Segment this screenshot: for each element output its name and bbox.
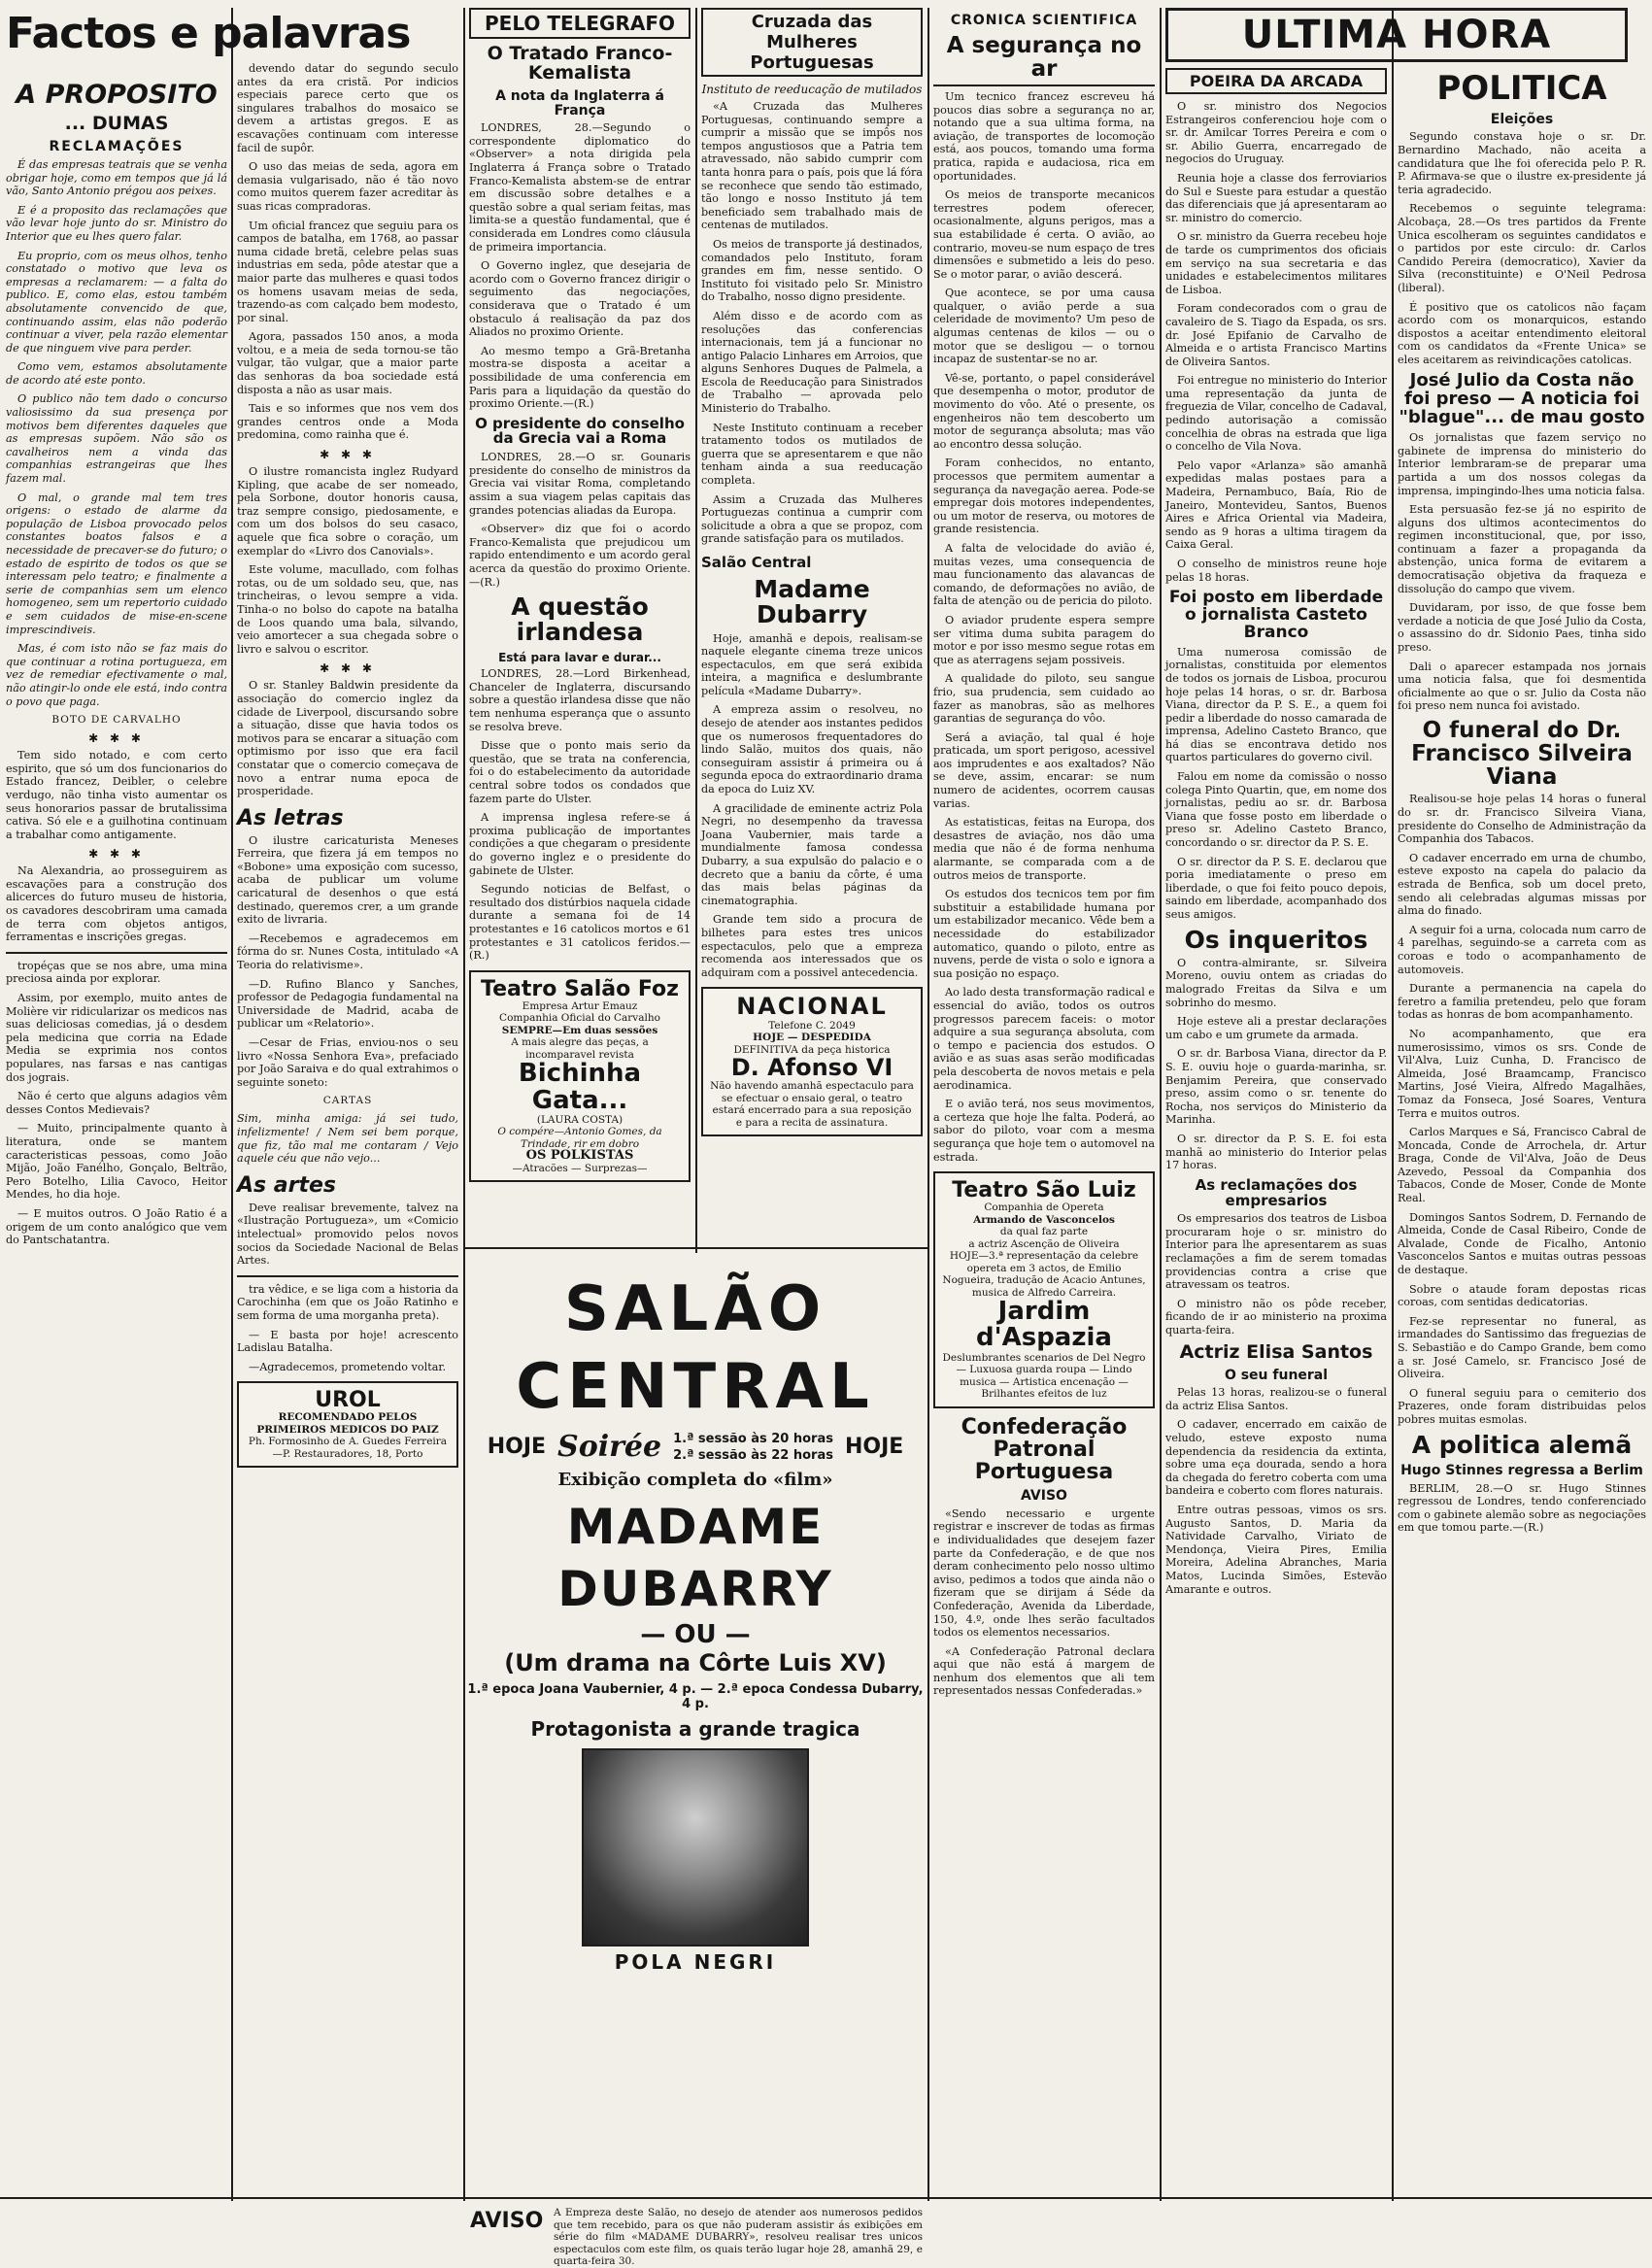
ad-star-photo xyxy=(582,1748,809,1946)
article-paragraph: A imprensa inglesa refere-se á proxima publicação de importantes condições a que chegaram o presidente do governo inglez e o presidente do gabinete de Ulster. xyxy=(469,811,691,877)
article-paragraph: — E basta por hoje! acrescento Ladislau Batalha. xyxy=(237,1328,458,1355)
column-7 xyxy=(1398,66,1646,2197)
article-paragraph: O sr. ministro da Guerra recebeu hoje de tarde os cumprimentos dos oficiais em serviço na sua secretaria e das unidades e estabelecimentos militares de Lisboa. xyxy=(1165,230,1387,296)
ad-nacional-title: NACIONAL xyxy=(736,993,888,1021)
article-paragraph: Reunia hoje a classe dos ferroviarios do Sul e Sueste para estudar a questão das diferenciais que já apresentaram ao sr. ministro do comercio. xyxy=(1165,171,1387,224)
article-paragraph: Os jornalistas que fazem serviço no gabinete de imprensa do ministerio do Interior lembraram-se de preparar uma partida a um dos nossos colegas da imprensa, impingindo-lhes uma noticia falsa. xyxy=(1398,431,1646,497)
article-subtitle: Eleições xyxy=(1490,111,1554,127)
section-kicker-artes: As artes xyxy=(237,1172,337,1198)
article-paragraph: LONDRES, 28.—Segundo o correspondente diplomatico do «Observer» a nota dirigida pela Inglaterra á França sobre o Tratado Franco-Kemalista abstem-se de entrar em discussão sobre detalhes e a questão sobre a qual seriam feitas, mas limita-se a questão fundamental, que é considerada em Londres como cláusula de primeira importancia. xyxy=(469,121,691,254)
article-paragraph: Será a aviação, tal qual é hoje praticada, um sport perigoso, acessivel aos imprudentes e aos exaltados? Não se deve, assim, encarar: se num numero de acidentes, ocorrem causas varias. xyxy=(933,730,1155,810)
article-paragraph: Não é certo que alguns adagios vêm desses Contos Medievais? xyxy=(6,1090,227,1116)
column-rule-5 xyxy=(1160,8,1162,2201)
ad-salao-central-session-row xyxy=(464,1430,927,1464)
author-signature: BOTO DE CARVALHO xyxy=(51,714,182,727)
article-paragraph: Este volume, macullado, com folhas rotas, ou de um soldado seu, que, nas trincheiras, o levou sempre a vida. Tinha-o no bolso do capote na batalha de Loos quando uma bala, silvando, veio amortecer a sua chegada sobre o livro e salvou o escritor. xyxy=(237,563,458,656)
article-paragraph: E é a proposito das reclamações que vão levar hoje junto do sr. Ministro do Interior que eu lhes quero falar. xyxy=(6,203,227,243)
article-paragraph: tra vêdice, e se liga com a historia da Carochinha (em que os João Ratinho e sem forma de uma morganha preta). xyxy=(237,1282,458,1322)
column-3 xyxy=(469,8,691,1243)
ad-saoluiz-line: Deslumbrantes scenarios de Del Negro — Luxuosa guarda roupa — Lindo musica — Artistica encenação — Brilhantes efeitos de luz xyxy=(942,1351,1146,1401)
ad-urol xyxy=(237,1381,458,1468)
article-paragraph: O uso das meias de seda, agora em demasia vulgarisado, não é tão novo como muitos querem fazer acreditar às suas ricas compradoras. xyxy=(237,160,458,213)
article-subtitle-aviso: AVISO xyxy=(1021,1488,1067,1505)
article-paragraph: O sr. director da P. S. E. foi esta manhã ao ministerio do Interior pelas 17 horas. xyxy=(1165,1132,1387,1172)
article-title-dubarry: Madame Dubarry xyxy=(754,575,870,629)
article-paragraph: A empreza assim o resolveu, no desejo de atender aos instantes pedidos que os numerosos frequentadores do lindo Salão, muitos dos quais, não conseguiram assistir á primeira ou á segunda epoca do extraordinario drama da epoca do Luiz XV. xyxy=(701,703,923,796)
ad-session-1: 1.ª sessão às 20 horas xyxy=(673,1431,833,1446)
article-paragraph: Os meios de transporte mecanicos terrestres podem oferecer, ocasionalmente, alguns perigos, mas a sua estabilidade é certa. O avião, ao contrario, moveu-se num espaço de tres dimensões e submetido a leis do peso. Se o motor parar, o avião descerá. xyxy=(933,188,1155,281)
article-paragraph: O sr. director da P. S. E. declarou que poria imediatamente o preso em liberdade, o que foi feito pouco depois, saindo em liberdade, acompanhado dos seus amigos. xyxy=(1165,855,1387,921)
column-2 xyxy=(237,62,458,2197)
article-paragraph: tropéças que se nos abre, uma mina preciosa ainda por explorar. xyxy=(6,959,227,986)
article-paragraph: Um oficial francez que seguiu para os campos de batalha, em 1768, ao passar numa cidade bretã, celebre pelas suas industrias em seda, pôde atestar que a maior parte das mulheres e quasi todos os homens usavam meias de seda, trazendo-as com calçado bem modesto, por sinal. xyxy=(237,219,458,324)
column-rule-3 xyxy=(695,8,697,1253)
article-paragraph: Hoje, amanhã e depois, realisam-se naquele elegante cinema treze unicos espectaculos, em que será exibida inteira, a magnifica e deslumbrante película «Madame Dubarry». xyxy=(701,631,923,697)
article-paragraph: Os estudos dos tecnicos tem por fim substituir a estabilidade humana por um estabilizador mecanico. Vêde bem a necessidade do estabilizador automatico, quando o piloto, entre as nuvens, perde de vista o solo e ignora a sua posição no espaço. xyxy=(933,888,1155,980)
article-paragraph: Ao lado desta transformação radical e essencial do avião, todos os outros progressos parecem faceis: o motor adquire a sua segurança absoluta, com o tempo e paciencia dos estudos. O avião e as suas asas serão modificadas pela descoberta de novos metais e pela aerodinamica. xyxy=(933,986,1155,1092)
section-masthead-cronica: CRONICA SCIENTIFICA xyxy=(950,13,1138,28)
article-paragraph: Eu proprio, com os meus olhos, tenho constatado o motivo que leva os empresas a reclamarem: — a falta do publico. E, como elas, estou também absolutamente convencido de que, continuando assim, elas não poderão continuar a viver, pela razão elementar de que ninguem vive para perder. xyxy=(6,249,227,355)
article-paragraph: Segundo constava hoje o sr. Dr. Bernardino Machado, não aceita a candidatura que lhe foi oferecida pelo P. R. P. Afirmava-se que o ilustre ex-presidente já teria agradecido. xyxy=(1398,130,1646,196)
ad-nacional-line: DEFINITIVA da peça historica xyxy=(733,1043,891,1056)
article-paragraph: A qualidade do piloto, seu sangue frio, sua prudencia, sem cuidado ao fazer as manobras, são as melhores garantias de segurança do vôo. xyxy=(933,672,1155,726)
article-title-grecia: O presidente do conselho da Grecia vai a Roma xyxy=(475,414,685,448)
article-subtitle: Hugo Stinnes regressa a Berlim xyxy=(1400,1462,1643,1478)
article-paragraph: Dali o aparecer estampada nos jornais uma noticia falsa, que foi desmentida oficialmente ao que o sr. Julio da Costa não foi preso nem nunca foi avistado. xyxy=(1398,660,1646,713)
ad-sessions xyxy=(673,1431,833,1464)
article-paragraph: O ilustre romancista inglez Rudyard Kipling, que acabe de ser nomeado, pela Sorbone, doutor honoris causa, traz sempre consigo, piedosamente, e com um dos bolsos do seu casaco, aquele que fica sobre o coração, um exemplar do «Livro dos Canovials». xyxy=(237,465,458,558)
article-paragraph: — E muitos outros. O João Ratio é a origem de um conto analógico que vem do Pantschatantra. xyxy=(6,1206,227,1247)
poem-title: CARTAS xyxy=(322,1095,373,1107)
article-paragraph: O sr. Stanley Baldwin presidente da associação do comercio inglez da cidade de Liverpool, discursando sobre a situação, disse que havia todos os motivos para se encarar a situação com optimismo por isso que era facil constatar que o comercio começava de novo a entrar numa epoca de prosperidade. xyxy=(237,679,458,798)
article-subtitle: A nota da Inglaterra á França xyxy=(495,87,664,118)
poem-text: Sim, minha amiga: já sei tudo, infelizmente! / Nem sei bem porque, que fiz, tão mal me contaram / Vejo aquele céu que não vejo... xyxy=(237,1112,458,1166)
article-paragraph: Assim a Cruzada das Mulheres Portuguezas continua a cumprir com solicitude a obra a que se propoz, com grande satisfação para os mutilados. xyxy=(701,492,923,546)
article-title-politica: POLITICA xyxy=(1436,69,1607,108)
article-paragraph: Além disso e de acordo com as resoluções das conferencias internacionais, tem já a funcionar no antigo Palacio Linhares em Arroios, que alguns Senhores Duques de Palmela, a Escola de Reeducação para Sinistrados de Trabalho — aprovada pelo Ministerio do Trabalho. xyxy=(701,309,923,416)
ad-foz-line: A mais alegre das peças, a incomparavel revista xyxy=(511,1036,649,1061)
article-paragraph: O funeral seguiu para o cemiterio dos Prazeres, onde foram distribuidas pelos pobres muitas esmolas. xyxy=(1398,1386,1646,1426)
article-paragraph: Sobre o ataude foram depostas ricas coroas, com sentidas dedicatorias. xyxy=(1398,1282,1646,1309)
separator-stars: ✱ ✱ ✱ xyxy=(320,661,376,676)
article-paragraph: Hoje esteve ali a prestar declarações um cabo e um grumete da armada. xyxy=(1165,1015,1387,1041)
article-paragraph: E o avião terá, nos seus movimentos, a certeza que hoje lhe falta. Poderá, ao sabor do piloto, voar com a mesma segurança que hoje tem o automovel na estrada. xyxy=(933,1098,1155,1164)
ad-protagonist: Protagonista a grande tragica xyxy=(530,1717,860,1741)
article-paragraph: O contra-almirante, sr. Silveira Moreno, ouviu ontem as criadas do malogrado Freitas da Silva e um sobrinho do mesmo. xyxy=(1165,956,1387,1009)
article-paragraph: O sr. ministro dos Negocios Estrangeiros conferenciou hoje com o sr. dr. Amilcar Torres Pereira e com o sr. Abilio Guerra, encarregado de negocios do Uruguay. xyxy=(1165,100,1387,166)
article-title-politica-alema: A politica alemã xyxy=(1411,1430,1633,1459)
article-paragraph: O aviador prudente espera sempre ser vitima duma subita paragem do motor e por isso mesmo segue rotas em que as aterragens sejam possiveis. xyxy=(933,613,1155,666)
article-kicker-salao-central: Salão Central xyxy=(701,554,812,571)
article-title-elisa-santos: Actriz Elisa Santos xyxy=(1179,1340,1373,1363)
section-title-a-proposito: A PROPOSITO xyxy=(16,80,218,110)
ad-urol-text: RECOMENDADO PELOS PRIMEIROS MEDICOS DO PAIZ xyxy=(256,1411,439,1436)
ad-foz-line: —Atracões — Surprezas— xyxy=(512,1162,648,1174)
article-paragraph: O sr. dr. Barbosa Viana, director da P. S. E. ouviu hoje o guarda-marinha, sr. Benjamim Pereira, que conservado preso, assim como o sr. tenente do Rocha, nos serviços do Ministerio da Marinha. xyxy=(1165,1047,1387,1127)
ad-film-title: MADAME DUBARRY xyxy=(557,1499,833,1617)
ad-nacional-line: Não havendo amanhã espectaculo para se efectuar o ensaio geral, o teatro estará encerrado para a sua reposição e para a recita de assinatura. xyxy=(710,1080,914,1129)
column-4 xyxy=(701,8,923,1243)
section-poeira-arcada: POEIRA DA ARCADA xyxy=(1165,68,1387,94)
article-paragraph: O publico não tem dado o concurso valiosissimo da sua presença por motivos bem diferentes daqueles que as empresas supõem. Não são os cavalheiros nem a vinda das companhias estrangeiras que lhes fazem mal. xyxy=(6,392,227,486)
article-paragraph: Segundo noticias de Belfast, o resultado dos distúrbios naquela cidade durante a semana foi de 14 protestantes e 16 catolicos mortos e 61 protestantes e 31 catolicos feridos.—(R.) xyxy=(469,883,691,963)
article-paragraph: Mas, é com isto não se faz mais do que continuar a rotina portugueza, em vez de remediar efectivamente o mal, não atingir-lo onde ele está, indo contra o povo que paga. xyxy=(6,642,227,708)
article-paragraph: O conselho de ministros reune hoje pelas 18 horas. xyxy=(1165,558,1387,584)
article-paragraph: «Sendo necessario e urgente registrar e inscrever de todas as firmas e individualidades que desejem fazer parte da Confederação, e de que nos deram conhecimento pelo nosso ultimo aviso, pedimos a todos que ainda não o fizeram que se dirijam á Séde da Confederação, Avenida da Liberdade, 150, 4.º, onde lhes serão facultados todos os elementos necessarios. xyxy=(933,1506,1155,1640)
aviso-text: A Empreza deste Salão, no desejo de atender aos numerosos pedidos que tem recebido, para os que não puderam assistir ás exibições em série do film «MADAME DUBARRY», resolveu realisar tres unicos espectaculos com este film, os quais terão lugar hoje 28, amanhã 29, e quarta-feira 30. xyxy=(554,2207,923,2267)
article-paragraph: BERLIM, 28.—O sr. Hugo Stinnes regressou de Londres, tendo conferenciado com o gabinete alemão sobre as negociações em que tomou parte.—(R.) xyxy=(1398,1481,1646,1535)
article-paragraph: Falou em nome da comissão o nosso colega Pinto Quartin, que, em nome dos jornalistas, pediu ao sr. dr. Barbosa Viana que fosse posto em liberdade o preso sr. Adelino Casteto Branco, concordando o sr. director da P. S. E. xyxy=(1165,770,1387,850)
column-rule-4 xyxy=(927,8,929,2201)
ad-saoluiz-line: HOJE—3.ª representação da celebre opereta em 3 actos, de Emilio Nogueira, tradução de Acacio Antunes, musica de Alfredo Carreira. xyxy=(942,1250,1146,1299)
article-title-seguranca: A segurança no ar xyxy=(933,34,1155,86)
article-paragraph: Durante a permanencia na capela do feretro a familia pretendeu, pelo que foram todas as honras de bom acompanhamento. xyxy=(1398,982,1646,1022)
article-title-empresarios: As reclamações dos empresarios xyxy=(1195,1175,1358,1209)
ad-ou: — OU — xyxy=(640,1620,751,1649)
separator-stars: ✱ ✱ ✱ xyxy=(88,731,145,746)
article-subtitle: Está para lavar e durar... xyxy=(498,650,661,664)
ad-foz-cast: (LAURA COSTA) xyxy=(536,1113,624,1126)
ad-urol-address: Ph. Formosinho de A. Guedes Ferreira—P. Restauradores, 18, Porto xyxy=(248,1436,448,1460)
article-title-irlandesa: A questão irlandesa xyxy=(511,592,649,647)
article-paragraph: Ao mesmo tempo a Grã-Bretanha mostra-se disposta a aceitar a possibilidade de uma conferencia em Paris para a liquidação da questão do proximo Oriente.—(R.) xyxy=(469,344,691,411)
ad-nacional-line: Telefone C. 2049 xyxy=(768,1019,856,1032)
ad-nacional xyxy=(701,987,923,1136)
separator-stars: ✱ ✱ ✱ xyxy=(320,448,376,462)
ad-hoje-right: HOJE xyxy=(844,1435,904,1459)
ad-saoluiz-line: a actriz Ascenção de Oliveira xyxy=(968,1237,1120,1250)
separator-stars: ✱ ✱ ✱ xyxy=(88,847,145,862)
section-kicker-letras: As letras xyxy=(237,805,344,830)
article-paragraph: As estatisticas, feitas na Europa, dos desastres de aviação, nos dão uma media que não é de forma nenhuma alarmante, se comparada com a de outros meios de transporte. xyxy=(933,816,1155,882)
article-paragraph: Pelas 13 horas, realizou-se o funeral da actriz Elisa Santos. xyxy=(1165,1386,1387,1412)
column-rule-1 xyxy=(231,8,233,2201)
article-title-funeral-viana: O funeral do Dr. Francisco Silveira Viana xyxy=(1411,718,1633,791)
article-paragraph: Foram condecorados com o grau de cavaleiro de S. Tiago da Espada, os srs. dr. José Epifanio de Carvalho de Almeida e o artista Francisco Martins de Oliveira Santos. xyxy=(1165,302,1387,368)
article-paragraph: Vê-se, portanto, o papel considerável que desempenha o motor, produtor de movimento do vôo. Até o presente, os engenheiros não tem descoberto um motor de segurança absoluta; mas vão ao encontro dessa solução. xyxy=(933,371,1155,451)
ad-teatro-sao-luiz xyxy=(933,1171,1155,1408)
article-paragraph: Entre outras pessoas, vimos os srs. Augusto Santos, D. Maria da Natividade Carvalho, Viriato de Mendonça, Vieira Pires, Emilia Moreira, Adelina Abranches, Maria Matos, Lucinda Simões, Estevão Amarante e outros. xyxy=(1165,1503,1387,1596)
ad-soiree: Soirée xyxy=(557,1430,662,1464)
article-title-tratado: O Tratado Franco-Kemalista xyxy=(487,43,673,84)
article-paragraph: Agora, passados 150 anos, a moda voltou, e a meia de seda tornou-se tão vulgar, tão vulgar, que a maior parte das senhoras da boa sociedade está disposta a não as usar mais. xyxy=(237,330,458,396)
article-paragraph: —D. Rufino Blanco y Sanches, professor de Pedagogia fundamental na Universidade de Madrid, acaba de publicar um «Relatorio». xyxy=(237,977,458,1031)
article-paragraph: Uma numerosa comissão de jornalistas, constituida por elementos de todos os jornais de Lisboa, procurou hoje pelas 14 horas, o sr. dr. Barbosa Viana, director da P. S. E., a quem foi pedir a liberdade do nosso camarada de imprensa, Adelino Casteto Branco, que há dias se encontrava detido nos quartos particulares do governo civil. xyxy=(1165,645,1387,764)
ad-urol-title: UROL xyxy=(315,1388,381,1413)
ad-foz-title: Teatro Salão Foz xyxy=(481,976,679,1001)
article-paragraph: A falta de velocidade do avião é, muitas vezes, uma consequencia de mau funcionamento das alavancas de comando, de deformações no avião, de falta de atenção ou de pericia do piloto. xyxy=(933,541,1155,608)
ad-nacional-show: D. Afonso VI xyxy=(730,1054,893,1082)
aviso-label: AVISO xyxy=(470,2209,544,2233)
ad-nacional-line: HOJE — DESPEDIDA xyxy=(753,1032,871,1044)
article-paragraph: O ilustre caricaturista Meneses Ferreira, que fizera já em tempos no «Bobone» uma exposição com sucesso, acaba de publicar um volume caricatural de desenhos o que está destinado, queremos crer, a um grande exito de livraria. xyxy=(237,833,458,927)
article-paragraph: Assim, por exemplo, muito antes de Molière vir ridicularizar os medicos nas suas deliciosas comedias, já o desdem pela medicina que corria na Edade Media se exprimia nos contos populares, nas farsas e nas cantigas dos jograis. xyxy=(6,992,227,1084)
ad-foz-line: O compére—Antonio Gomes, da Trindade, rir em dobro xyxy=(497,1126,662,1150)
article-title-confederacao: Confederação Patronal Portuguesa xyxy=(961,1414,1128,1484)
article-paragraph: Foram conhecidos, no entanto, processos que permitem aumentar a segurança da navegação aerea. Pode-se empregar dois motores independentes, ou um motor de reserva, ou motores de grande resistencia. xyxy=(933,457,1155,536)
article-paragraph: Fez-se representar no funeral, as irmandades do Santissimo das freguezias de S. Sebastião e do Campo Grande, bem como a sr. José Camelo, sr. Francisco José de Oliveira. xyxy=(1398,1314,1646,1381)
ad-foz-line: Companhia Oficial do Carvalho xyxy=(499,1012,660,1025)
article-paragraph: Deve realisar brevemente, talvez na «Ilustração Portugueza», um «Comicio intelectual» promovido pelos novos socios da Sociedade Nacional de Belas Artes. xyxy=(237,1201,458,1268)
article-title-reclamacoes: RECLAMAÇÕES xyxy=(49,139,185,155)
article-paragraph: É das empresas teatrais que se venha obrigar hoje, como em tempos que já lá vão, Santo Antonio prégou aos peixes. xyxy=(6,157,227,198)
article-title-dumas: ... DUMAS xyxy=(64,113,169,135)
ad-salao-central-title: SALÃO CENTRAL xyxy=(516,1273,875,1423)
article-paragraph: Grande tem sido a procura de bilhetes para estes tres unicos espectaculos, pelo que a empreza recomenda aos interessados que os adquiram com a possivel antecedencia. xyxy=(701,913,923,979)
article-paragraph: «A Cruzada das Mulheres Portuguesas, continuando sempre a cumprir a missão que se impôs nos tempos angustiosos que a Patria tem atravessado, não sabido cumprir com tanta honra para o país, pois que lá fóra se reconhece que sendo tão estimado, tão longo e nosso Instituto já tem beneficiado sem trabalhado mais de centenas de mutilados. xyxy=(701,100,923,232)
article-paragraph: O cadaver, encerrado em caixão de veludo, esteve exposto numa dependencia da residencia da extinta, sobre uma eça dourada, sendo a hora da chegada do feretro coberta com uma bandeira e coberto com flores naturais. xyxy=(1165,1418,1387,1498)
ad-salao-central xyxy=(464,1253,927,2258)
article-subtitle: Instituto de reeducação de mutilados xyxy=(701,83,923,96)
article-paragraph: O ministro não os pôde receber, ficando de ir ao ministerio na proxima quarta-feira. xyxy=(1165,1297,1387,1337)
article-paragraph: Que acontece, se por uma causa qualquer, o avião perde a sua celeridade de movimento? Um peso de algumas centenas de kilos — ou o motor que se desligou — o tornou incapaz de sustentar-se no ar. xyxy=(933,287,1155,366)
article-paragraph: Neste Instituto continuam a receber tratamento todos os mutilados de guerra que se apresentarem e que não tenham ainda a sua reeducação completa. xyxy=(701,421,923,488)
ad-epoca: 1.ª epoca Joana Vaubernier, 4 p. — 2.ª epoca Condessa Dubarry, 4 p. xyxy=(467,1682,924,1711)
article-paragraph: —Recebemos e agradecemos em fórma do sr. Nunes Costa, intitulado «A Teoria do relativisme». xyxy=(237,931,458,972)
article-paragraph: No acompanhamento, que era numerosissimo, vimos os srs. Conde de Vil'Alva, Luiz Cunha, D. Francisco de Almeida, José Braamcamp, Francisco Martins, José Vieira, Alfredo Magalhães, Tomaz da Fonseca, José Soares, Ventura Terra e muitos outros. xyxy=(1398,1027,1646,1120)
article-paragraph: Esta persuasão fez-se já no espirito de alguns dos ultimos acontecimentos do regimen inconstitucional, que, por isso, continuam a fazer a propaganda da abstenção, unica forma de evitarem a democratisação objetiva da fraqueza e dissolução do campo que vivem. xyxy=(1398,503,1646,595)
ad-foz-line: Empresa Artur Emauz xyxy=(522,999,638,1012)
article-paragraph: Realisou-se hoje pelas 14 horas o funeral do sr. dr. Francisco Silveira Viana, presidente do Conselho de Administração da Companhia dos Tabacos. xyxy=(1398,793,1646,846)
column-rule-6 xyxy=(1392,8,1394,2201)
article-paragraph: Duvidaram, por isso, de que fosse bem verdade a noticia de que José Julio da Costa, o assassino do dr. Sidonio Paes, tinha sido preso. xyxy=(1398,601,1646,655)
article-title-jose-julio: José Julio da Costa não foi preso — A noticia foi "blague"... de mau gosto xyxy=(1399,370,1645,428)
article-paragraph: LONDRES, 28.—O sr. Gounaris presidente do conselho de ministros da Grecia vai visitar Roma, completando assim a sua viagem pelas capitais das grandes potencias aliadas da Europa. xyxy=(469,451,691,517)
article-paragraph: O cadaver encerrado em urna de chumbo, esteve exposto na capela do palacio da estrada de Benfica, sob um docel preto, sendo ali celebradas algumas missas por alma do finado. xyxy=(1398,851,1646,918)
ad-alt-title: (Um drama na Côrte Luis XV) xyxy=(504,1649,887,1676)
section-masthead-factos: Factos e palavras xyxy=(6,9,411,58)
article-paragraph: Pelo vapor «Arlanza» são amanhã expedidas malas postaes para a Madeira, Pernambuco, Baía, Rio de Janeiro, Montevideu, Santos, Buenos Aires e Africa Oriental via Madeira, sendo as 9 horas a ultima tiragem da Caixa Geral. xyxy=(1165,458,1387,552)
article-paragraph: LONDRES, 28.—Lord Birkenhead, Chanceler de Inglaterra, discursando sobre a questão irlandesa disse que não tem nenhuma esperança que o assunto se resolva breve. xyxy=(469,667,691,733)
article-title-inqueritos: Os inqueritos xyxy=(1184,925,1368,954)
article-paragraph: Na Alexandria, ao prosseguirem as escavações para a construção dos alicerces do futuro museu de historia, os cavadores descobriram uma camada de terra com objetos antigos, ferramentas e inscrições gregas. xyxy=(6,864,227,944)
column-5 xyxy=(933,8,1155,2197)
article-title-casteto-branco: Foi posto em liberdade o jornalista Casteto Branco xyxy=(1168,588,1384,642)
article-paragraph: Um tecnico francez escreveu há poucos dias sobre a segurança no ar, notando que a sua ultima forma, na aviação, de transportes de locomoção está, aos poucos, tomando uma forma pratica, rapida e audaciosa, rica em oportunidades. xyxy=(933,89,1155,183)
article-paragraph: — Muito, principalmente quanto à literatura, onde se mantem caracteristicas pessoas, como João Mijão, João Fanélho, Gonçalo, Beltrão, Pero Botelho, Lilia Cavoco, Heitor Mendes, ho dia hoje. xyxy=(6,1122,227,1202)
ad-saoluiz-title: Teatro São Luiz xyxy=(952,1178,1136,1203)
article-paragraph: É positivo que os catolicos não façam acordo com os monarquicos, estando dispostos a aceitar entendimento eleitoral com os candidatos da «Frente Unica» se eles aceitarem as reivindicações catolicas. xyxy=(1398,300,1646,366)
bottom-aviso-strip xyxy=(0,2203,1652,2267)
article-paragraph: Foi entregue no ministerio do Interior uma representação da junta de freguezia de Vilar, concelho de Cadaval, pedindo autorisação a comissão concelhia de obras na estrada que liga o concelho de Vila Nova. xyxy=(1165,374,1387,454)
article-paragraph: «A Confederação Patronal declara aqui que não está á margem de nenhum dos elementos que ali tem representados nessas Confederadas.» xyxy=(933,1644,1155,1698)
article-paragraph: Disse que o ponto mais serio da questão, que se trata na conferencia, foi o do estabelecimento da autoridade central sobre todos os condados que fazem parte do Ulster. xyxy=(469,739,691,805)
article-paragraph: O mal, o grande mal tem tres origens: o estado de alarme da população de Lisboa provocado pelos constantes boatos falsos e a necessidade de precaver-se do futuro; o estado de espirito de todos os que se interessam pelo teatro; e finalmente a serie de companhias sem um elenco homogeneo, sem um repertorio cuidado e sem cuidados de mise-en-scene imprescindiveis. xyxy=(6,491,227,636)
article-paragraph: —Cesar de Frias, enviou-nos o seu livro «Nossa Senhora Eva», prefaciado por João Saraiva e do qual extrahimos o seguinte soneto: xyxy=(237,1036,458,1089)
article-paragraph: Os meios de transporte já destinados, comandados pelo Instituto, foram grandes em fim, nesse sentido. O Instituto foi visitado pelo Sr. Ministro do Trabalho, nosso digno presidente. xyxy=(701,237,923,304)
article-paragraph: O Governo inglez, que desejaria de acordo com o Governo francez dirigir o seguimento das negociações, considerava que o Tratado é um obstaculo á realisação da paz dos Aliados no proximo Oriente. xyxy=(469,259,691,339)
article-paragraph: Domingos Santos Sodrem, D. Fernando de Almeida, Conde de Casal Ribeiro, Conde de Alvalade, Conde de Ficalho, Antonio Vasconcelos Santos e muitas outras pessoas de destaque. xyxy=(1398,1210,1646,1277)
article-paragraph: Os empresarios dos teatros de Lisboa procuraram hoje o sr. ministro do Interior para lhe apresentarem as suas reclamações a fim de serem tomadas providencias contra a crise que atravessam os teatros. xyxy=(1165,1212,1387,1292)
article-paragraph: devendo datar do segundo seculo antes da era cristã. Por indicios especiais parece certo que os singulares trabalhos do mosaico se devem a artistas gregos. E as escavações continuam com interesse facil de supôr. xyxy=(237,62,458,154)
big-ad-top-rule xyxy=(464,1247,927,1249)
article-paragraph: «Observer» diz que foi o acordo Franco-Kemalista que prejudicou um rapido entendimento e um acordo geral acerca da questão do proximo Oriente.—(R.) xyxy=(469,523,691,589)
section-masthead-ultima-hora: ULTIMA HORA xyxy=(1165,8,1628,62)
ad-foz-show2: OS POLKISTAS xyxy=(525,1148,634,1164)
article-paragraph: Carlos Marques e Sá, Francisco Cabral de Moncada, Conde de Arrochela, dr. Artur Braga, Conde de Vil'Alva, João de Deus Azevedo, Pessoal da Companhia dos Tabacos, Conde de Moser, Conde de Monte Real. xyxy=(1398,1126,1646,1205)
ad-session-2: 2.ª sessão às 22 horas xyxy=(673,1447,833,1463)
ad-foz-line: SEMPRE—Em duas sessões xyxy=(501,1024,658,1036)
ad-star-name: POLA NEGRI xyxy=(614,1950,777,1974)
section-masthead-cruzada: Cruzada das Mulheres Portuguesas xyxy=(701,8,923,77)
article-paragraph: Tais e so informes que nos vem dos grandes centros onde a Moda predomina, como rainha que é. xyxy=(237,402,458,442)
article-paragraph: Como vem, estamos absolutamente de acordo até este ponto. xyxy=(6,360,227,387)
article-paragraph: Recebemos o seguinte telegrama: Alcobaça, 28.—Os tres partidos da Frente Unica escolheram os seguintes candidatos e o partidos por este circulo: dr. Carlos Candido Pereira (democratico), Xavier da Silva (reconstituinte) e O'Neil Pedrosa (liberal). xyxy=(1398,202,1646,294)
ad-foz-show: Bichinha Gata... xyxy=(518,1059,642,1115)
ad-saoluiz-show: Jardim d'Aspazia xyxy=(976,1297,1112,1353)
article-paragraph: Tem sido notado, e com certo espirito, que só um dos funcionarios do Estado francez, Deibler, o celebre verdugo, não tinha visto aumentar os seus honorarios passar de brutalissima cativa. Só ele e a guilhotina continuam a trabalhar como antigamente. xyxy=(6,749,227,841)
ad-saoluiz-line: Companhia de Opereta xyxy=(984,1202,1104,1214)
article-paragraph: A gracilidade de eminente actriz Pola Negri, no desempenho da travessa Joana Vaubernier, mais tarde a mundialmente famosa condessa Dubarry, a sua expulsão do palacio e o decreto que a baniu da côrte, é uma das mais belas páginas da cinematographia. xyxy=(701,801,923,907)
article-subtitle: O seu funeral xyxy=(1224,1367,1329,1383)
ad-exhibition-line: Exibição completa do «film» xyxy=(557,1470,833,1490)
ad-hoje-left: HOJE xyxy=(487,1435,547,1459)
ad-saoluiz-line: Armando de Vasconcelos xyxy=(973,1213,1115,1226)
ad-saoluiz-line: da qual faz parte xyxy=(999,1226,1089,1238)
section-masthead-telegrafo: PELO TELEGRAFO xyxy=(469,8,691,39)
ad-teatro-salao-foz xyxy=(469,970,691,1183)
article-paragraph: A seguir foi a urna, colocada num carro de 4 parelhas, seguindo-se a carreta com as coroas e todo o acompanhamento de automoveis. xyxy=(1398,923,1646,976)
article-paragraph: —Agradecemos, prometendo voltar. xyxy=(249,1360,447,1373)
